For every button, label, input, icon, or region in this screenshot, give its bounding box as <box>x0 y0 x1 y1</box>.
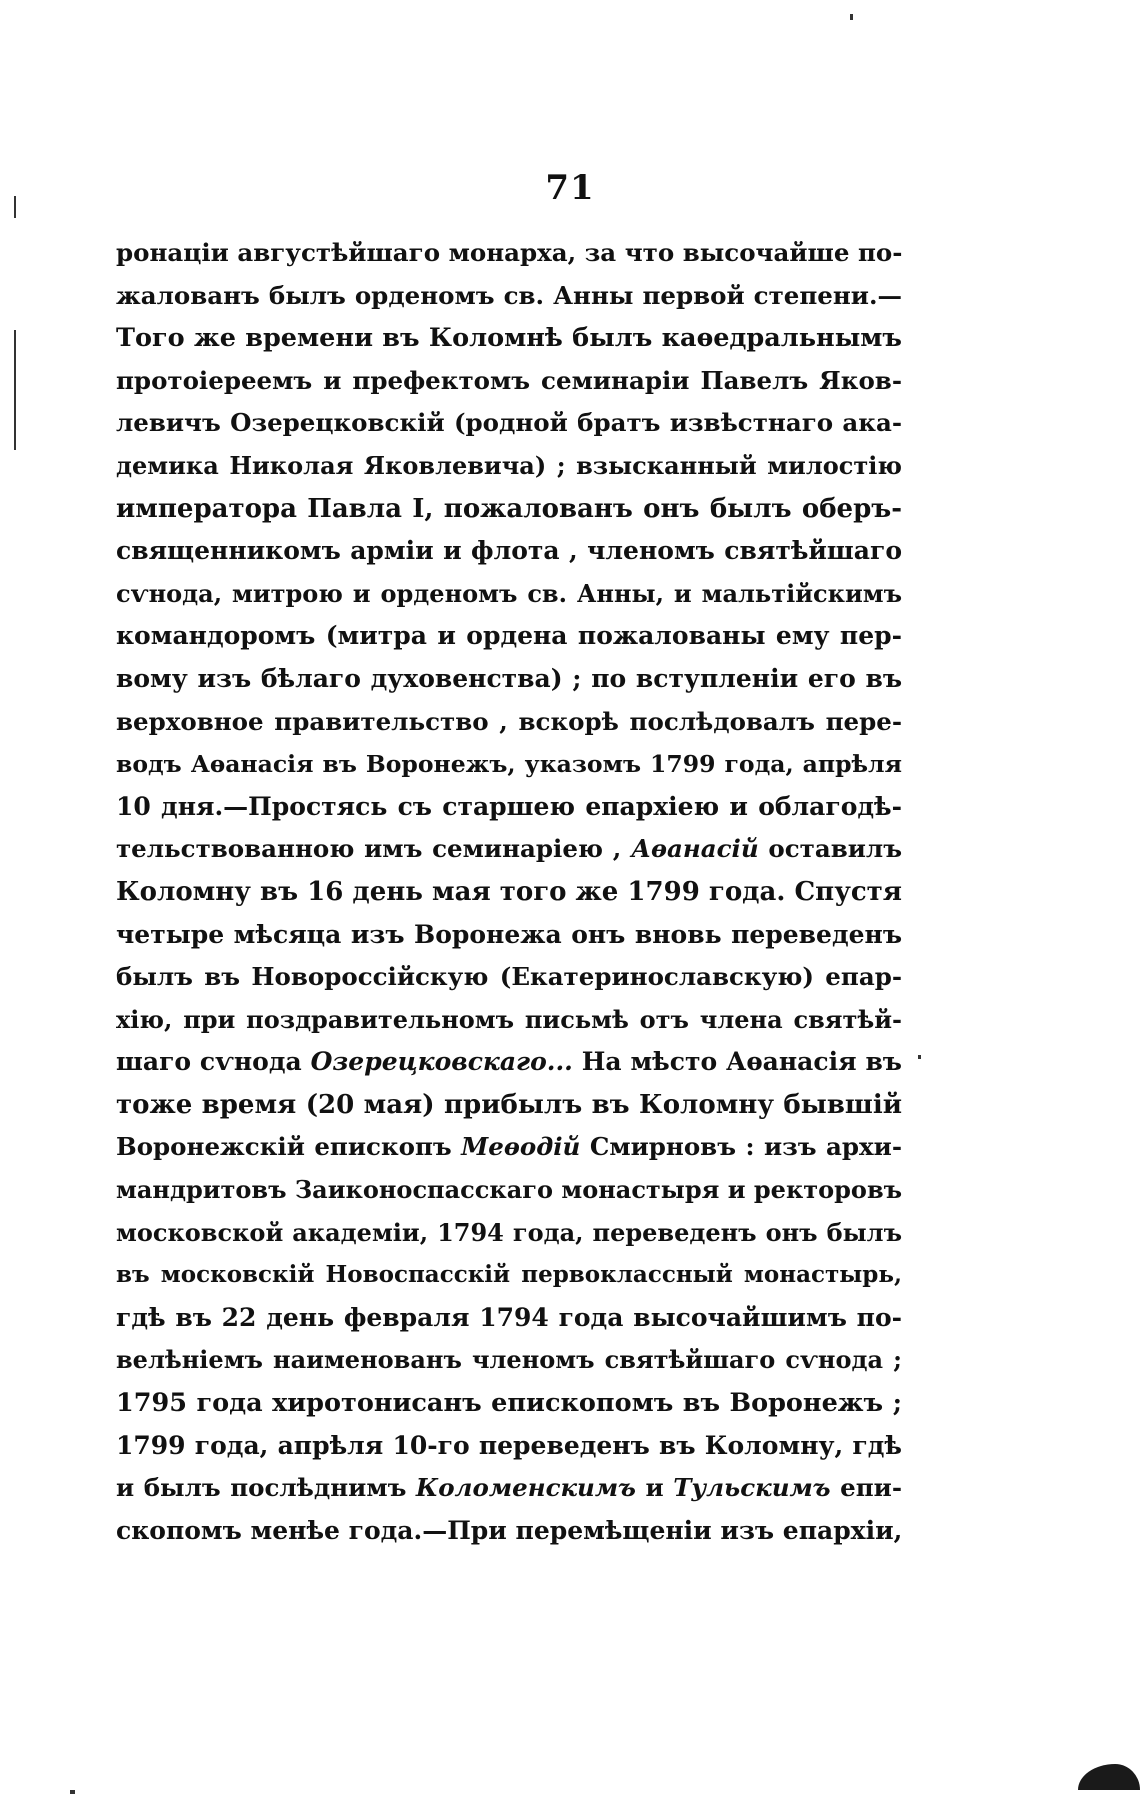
text-line <box>116 615 902 658</box>
text-line <box>116 445 902 488</box>
text-segment: хію, при поздравительномъ письмѣ отъ члена святѣй- <box>116 1004 902 1034</box>
italic-name: Озерецковскаго... <box>310 1047 573 1077</box>
text-line <box>116 956 902 999</box>
text-line <box>116 1297 902 1340</box>
italic-name: Тульскимъ <box>673 1473 831 1503</box>
text-line <box>116 530 902 573</box>
text-line <box>116 402 902 445</box>
scan-mark-dot-top <box>850 14 853 20</box>
text-segment: тельствованною имъ семинаріею , <box>116 834 632 864</box>
text-segment: шаго сѵнода <box>116 1047 311 1077</box>
text-segment: 1795 года хиротонисанъ епископомъ въ Воронежъ ; <box>116 1388 902 1419</box>
text-segment: протоіереемъ и префектомъ семинаріи Павелъ Яков- <box>116 365 902 395</box>
scan-mark-left-top <box>14 196 16 218</box>
text-line <box>116 1084 902 1127</box>
text-segment: епи- <box>830 1473 903 1503</box>
text-line <box>116 828 902 871</box>
text-segment: императора Павла I, пожалованъ онъ былъ оберъ- <box>116 493 902 524</box>
text-segment: былъ въ Новороссійскую (Екатеринославскую) епар- <box>116 962 902 992</box>
text-segment: священникомъ арміи и флота , членомъ святѣйшаго <box>116 536 902 566</box>
text-line <box>116 317 902 360</box>
text-line <box>116 232 902 275</box>
text-segment: гдѣ въ 22 день февраля 1794 года высочайшимъ по- <box>116 1302 902 1332</box>
text-segment: велѣніемъ наименованъ членомъ святѣйшаго сѵнода ; <box>116 1345 902 1375</box>
text-line <box>116 743 902 786</box>
text-line <box>116 871 902 914</box>
page-number: 71 <box>545 168 595 208</box>
text-segment: ронаціи августѣйшаго монарха, за что высочайше по- <box>116 238 903 267</box>
text-segment: вому изъ бѣлаго духовенства) ; по вступленіи его въ <box>116 663 902 693</box>
body-text <box>116 232 902 1552</box>
text-segment: четыре мѣсяца изъ Воронежа онъ вновь переведенъ <box>116 919 902 949</box>
text-line <box>116 1212 902 1255</box>
scan-mark-left-middle <box>14 330 16 450</box>
text-line <box>116 360 902 403</box>
italic-name: Коломенскимъ <box>415 1473 636 1503</box>
text-line <box>116 1254 902 1297</box>
text-segment: командоромъ (митра и ордена пожалованы ему пер- <box>116 621 902 651</box>
text-segment: жалованъ былъ орденомъ св. Анны первой степени.— <box>116 280 902 310</box>
text-segment: 10 дня.—Простясь съ старшею епархіею и облагодѣ- <box>116 791 902 821</box>
text-segment: тоже время (20 мая) прибылъ въ Коломну бывшій <box>116 1089 902 1120</box>
text-segment: левичъ Озерецковскій (родной братъ извѣстнаго ака- <box>116 408 902 438</box>
text-line <box>116 1339 902 1382</box>
text-segment: демика Николая Яковлевича) ; взысканный милостію <box>116 450 902 480</box>
text-line <box>116 275 902 318</box>
text-line <box>116 999 902 1042</box>
text-line <box>116 1041 902 1084</box>
text-line <box>116 914 902 957</box>
text-line <box>116 1510 902 1553</box>
text-segment: верховное правительство , вскорѣ послѣдовалъ пере- <box>116 706 902 736</box>
text-segment: Того же времени въ Коломнѣ былъ каѳедральнымъ <box>116 323 902 354</box>
text-segment: Коломну въ 16 день мая того же 1799 года. Спустя <box>116 876 902 907</box>
text-segment: въ московскій Новоспасскій первоклассный монастырь, <box>116 1261 902 1289</box>
text-segment: скопомъ менѣе года.—При перемѣщеніи изъ епархіи, <box>116 1515 903 1545</box>
text-line <box>116 1169 902 1212</box>
text-segment: сѵнода, митрою и орденомъ св. Анны, и мальтійскимъ <box>116 578 902 608</box>
text-segment: Воронежскій епископъ <box>116 1132 462 1162</box>
text-line <box>116 1425 902 1468</box>
scan-mark-dot-right <box>918 1055 921 1059</box>
text-line <box>116 1467 902 1510</box>
text-line <box>116 701 902 744</box>
text-segment: Смирновъ : изъ архи- <box>580 1132 902 1162</box>
text-segment: 1799 года, апрѣля 10-го переведенъ въ Коломну, гдѣ <box>116 1430 902 1460</box>
text-line <box>116 573 902 616</box>
text-line <box>116 786 902 829</box>
italic-name: Меѳодій <box>461 1132 581 1162</box>
text-segment: На мѣсто Аѳанасія въ <box>572 1047 902 1077</box>
text-segment: оставилъ <box>758 834 903 864</box>
text-segment: и былъ послѣднимъ <box>116 1473 416 1503</box>
text-line <box>116 1382 902 1425</box>
text-line <box>116 658 902 701</box>
italic-name: Аѳанасій <box>631 834 759 864</box>
text-line <box>116 1126 902 1169</box>
text-segment: водъ Аѳанасія въ Воронежъ, указомъ 1799 года, апрѣля <box>116 750 902 779</box>
text-segment: московской академіи, 1794 года, переведенъ онъ былъ <box>116 1217 902 1247</box>
text-segment: мандритовъ Заиконоспасскаго монастыря и ректоровъ <box>116 1175 903 1205</box>
scan-smudge-bottom-right <box>1078 1764 1140 1790</box>
text-line <box>116 488 902 531</box>
scan-mark-dot-bottom-left <box>70 1790 75 1794</box>
text-segment: и <box>635 1473 674 1503</box>
